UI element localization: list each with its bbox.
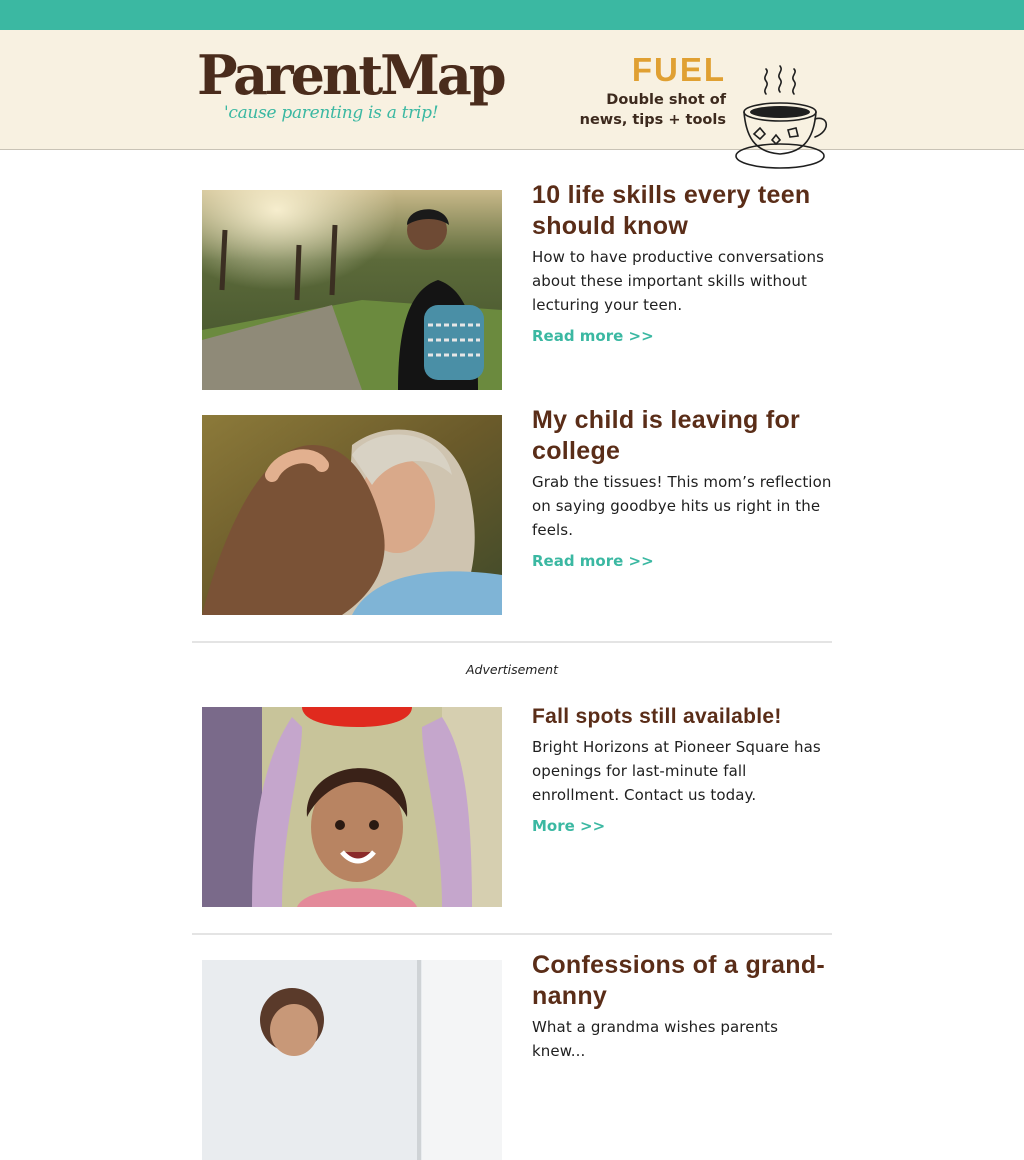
section-divider bbox=[192, 933, 832, 935]
article-text bbox=[532, 951, 832, 1063]
article-title[interactable]: Confessions of a grand-nanny bbox=[532, 951, 826, 1010]
article-title[interactable]: 10 life skills every teen should know bbox=[532, 181, 811, 240]
fuel-title: FUEL bbox=[631, 51, 726, 88]
article-description: How to have productive conversations about these important skills without lecturing your teen. bbox=[532, 248, 824, 314]
article-text bbox=[532, 181, 832, 345]
article-description: Grab the tissues! This mom’s reflection on saying goodbye hits us right in the feels. bbox=[532, 473, 832, 539]
ad-image[interactable] bbox=[202, 707, 502, 907]
ad-title[interactable]: Fall spots still available! bbox=[532, 705, 782, 728]
article-card bbox=[202, 181, 832, 390]
ad-description: Bright Horizons at Pioneer Square has openings for last-minute fall enrollment. Contact us today. bbox=[532, 738, 821, 804]
ad-more-link[interactable]: More >> bbox=[532, 817, 606, 835]
parentmap-logo[interactable]: ParentMap bbox=[197, 43, 504, 107]
read-more-link[interactable]: Read more >> bbox=[532, 327, 654, 345]
article-text bbox=[532, 406, 832, 570]
section-divider bbox=[192, 641, 832, 643]
article-description: What a grandma wishes parents knew... bbox=[532, 1018, 779, 1060]
fuel-subtitle-line1: Double shot of bbox=[606, 92, 726, 108]
article-card bbox=[202, 951, 832, 1060]
article-image[interactable] bbox=[202, 960, 502, 1160]
coffee-cup-icon bbox=[734, 64, 830, 172]
top-accent-bar bbox=[0, 0, 1024, 30]
fuel-subtitle bbox=[580, 90, 726, 130]
logo-tagline: 'cause parenting is a trip! bbox=[224, 103, 439, 123]
ad-text bbox=[532, 707, 832, 835]
article-image[interactable] bbox=[202, 190, 502, 390]
fuel-subtitle-line2: news, tips + tools bbox=[579, 112, 726, 128]
newsletter-header bbox=[0, 30, 1024, 150]
article-image[interactable] bbox=[202, 415, 502, 615]
article-title[interactable]: My child is leaving for college bbox=[532, 406, 801, 465]
article-card bbox=[202, 406, 832, 615]
advertisement-card bbox=[202, 707, 832, 907]
read-more-link[interactable]: Read more >> bbox=[532, 552, 654, 570]
advertisement-label: Advertisement bbox=[466, 662, 558, 677]
